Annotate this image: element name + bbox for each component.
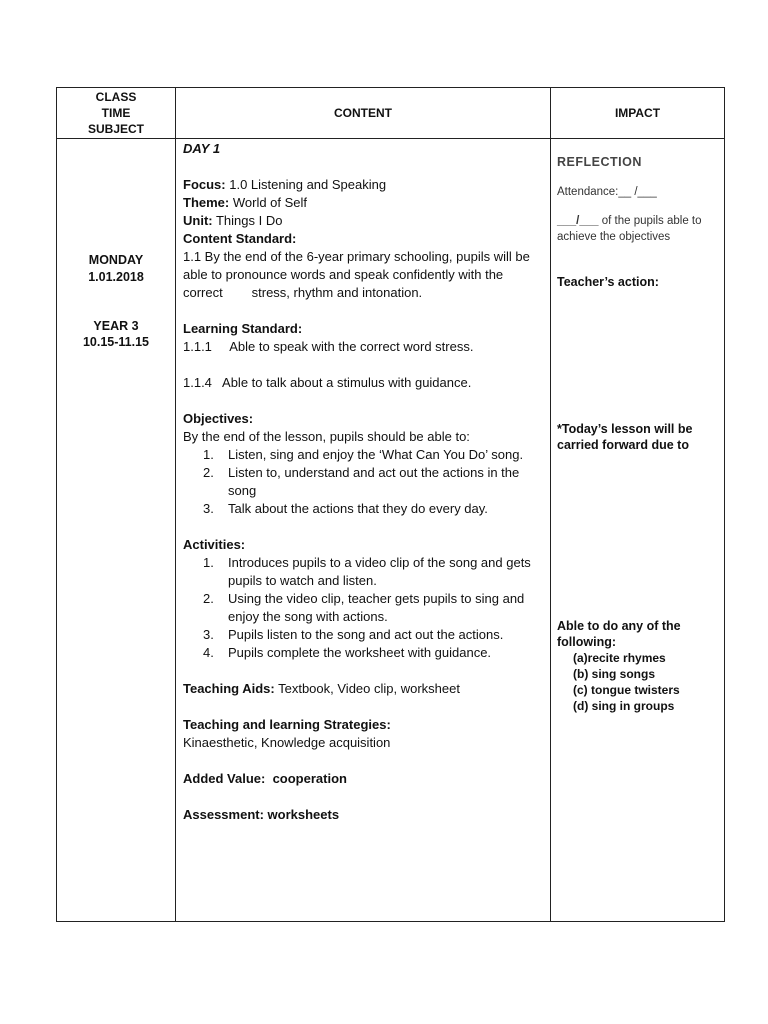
pupils-achievement [557, 213, 717, 245]
able-item: (c) tongue twisters [573, 683, 680, 697]
class-year: YEAR 3 [93, 319, 139, 333]
teaching-aids-line [183, 680, 543, 698]
objectives-intro: By the end of the lesson, pupils should be able to: [183, 429, 470, 444]
class-date: 1.01.2018 [88, 270, 144, 284]
reflection-heading: REFLECTION [557, 155, 642, 169]
activities-list [183, 554, 543, 662]
class-day: MONDAY [88, 253, 144, 267]
header-subject: SUBJECT [87, 122, 144, 136]
assessment: Assessment: worksheets [183, 807, 340, 822]
lesson-plan-table [56, 87, 725, 922]
pupils-blank: ___/___ [557, 215, 599, 227]
content-cell [183, 140, 543, 824]
able-to-do-intro: Able to do any of the following: [557, 619, 681, 649]
activities-label: Activities: [183, 537, 246, 552]
theme-label: Theme: [183, 195, 230, 210]
class-time: 10.15-11.15 [82, 335, 150, 349]
carried-forward-note: *Today’s lesson will be carried forward due to [557, 422, 693, 452]
header-divider [57, 138, 724, 139]
objectives-list [183, 446, 543, 518]
learning-standard-2: 1.1.4 Able to talk about a stimulus with guidance. [183, 375, 472, 390]
pupils-text: of the pupils able to achieve the objectives [557, 215, 702, 243]
header-impact: IMPACT [614, 106, 661, 120]
able-item: (d) sing in groups [573, 699, 675, 713]
focus-line [183, 176, 543, 194]
focus-label: Focus: [183, 177, 226, 192]
learning-standard-label: Learning Standard: [183, 321, 303, 336]
strategies-value: Kinaesthetic, Knowledge acquisition [183, 735, 391, 750]
unit-label: Unit: [183, 213, 213, 228]
theme-line [183, 194, 543, 212]
unit-value: Things I Do [212, 213, 283, 228]
strategies-label: Teaching and learning Strategies: [183, 717, 391, 732]
activity-item: 2. Using the video clip, teacher gets pupils to sing and enjoy the song with actions. [203, 591, 525, 624]
theme-value: World of Self [229, 195, 308, 210]
header-content: CONTENT [334, 106, 392, 120]
teaching-aids-value: Textbook, Video clip, worksheet [274, 681, 460, 696]
column-divider [550, 88, 551, 921]
objective-item: 3. Talk about the actions that they do every day. [203, 501, 488, 516]
header-time: TIME [101, 106, 131, 120]
activity-item: 4. Pupils complete the worksheet with guidance. [203, 645, 492, 660]
able-item: (b) sing songs [573, 667, 655, 681]
objectives-label: Objectives: [183, 411, 254, 426]
header-class-time-subject [57, 88, 175, 138]
added-value: Added Value: cooperation [183, 771, 347, 786]
activity-item: 1. Introduces pupils to a video clip of the song and gets pupils to watch and listen. [203, 555, 531, 588]
focus-value: 1.0 Listening and Speaking [225, 177, 387, 192]
able-item: (a)recite rhymes [573, 651, 666, 665]
unit-line [183, 212, 543, 230]
teacher-action: Teacher’s action: [557, 275, 659, 289]
day-label: DAY 1 [183, 141, 221, 156]
content-standard-text: 1.1 By the end of the 6-year primary schooling, pupils will be able to pronounce words and speak confidently with the correct stress, rhythm and intonation. [183, 249, 534, 300]
header-class: CLASS [95, 90, 137, 104]
learning-standard-1: 1.1.1 Able to speak with the correct word stress. [183, 339, 474, 354]
activity-item: 3. Pupils listen to the song and act out the actions. [203, 627, 504, 642]
objective-item: 1. Listen, sing and enjoy the ‘What Can You Do’ song. [203, 447, 524, 462]
attendance-line: Attendance:__ /___ [557, 186, 657, 198]
column-divider [175, 88, 176, 921]
objective-item: 2. Listen to, understand and act out the actions in the song [203, 465, 520, 498]
able-to-do-list [557, 650, 717, 714]
content-standard-label: Content Standard: [183, 231, 297, 246]
teaching-aids-label: Teaching Aids: [183, 681, 275, 696]
